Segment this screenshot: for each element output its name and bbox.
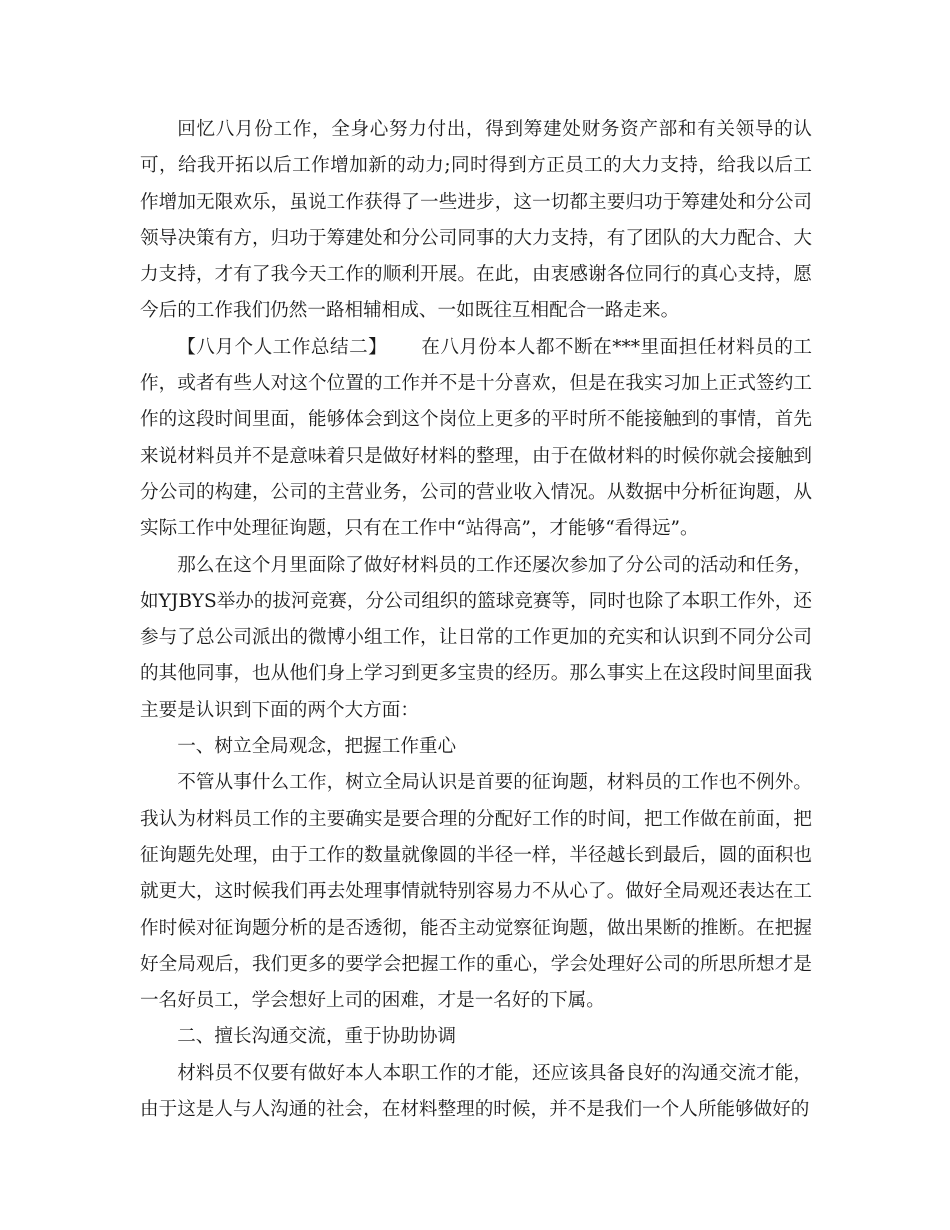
paragraph-overall-view: 不管从事什么工作，树立全局认识是首要的征询题，材料员的工作也不例外。我认为材料员工作的主要确实是要合理的分配好工作的时间，把工作做在前面，把征询题先处理，由于工作的数量就像圆的半径一样，半径越长到最后，圆的面积也就更大，这时候我们再去处理事情就特别容易力不从心了。做好全局观还表达在工作时候对征询题分析的是否透彻，能否主动觉察征询题，做出果断的推断。在把握好全局观后，我们更多的要学会把握工作的重心，学会处理好公司的所思所想才是一名好员工，学会想好上司的困难，才是一名好的下属。 xyxy=(140,772,812,1012)
document-page xyxy=(140,112,812,1128)
paragraph-activities: 那么在这个月里面除了做好材料员的工作还屡次参加了分公司的活动和任务，如YJBYS举办的拔河竞赛，分公司组织的篮球竞赛等，同时也除了本职工作外，还参与了总公司派出的微博小组工作，让日常的工作更加的充实和认识到不同分公司的其他同事，也从他们身上学习到更多宝贵的经历。那么事实上在这段时间里面我主要是认识到下面的两个大方面： xyxy=(140,554,812,721)
paragraph-recall-august: 回忆八月份工作，全身心努力付出，得到筹建处财务资产部和有关领导的认可，给我开拓以后工作增加新的动力;同时得到方正员工的大力支持，给我以后工作增加无限欢乐，虽说工作获得了一些进步，这一切都主要归功于筹建处和分公司领导决策有方，归功于筹建处和分公司同事的大力支持，有了团队的大力配合、大力支持，才有了我今天工作的顺利开展。在此，由衷感谢各位同行的真心支持，愿今后的工作我们仍然一路相辅相成、一如既往互相配合一路走来。 xyxy=(140,119,812,322)
paragraph-communication: 材料员不仅要有做好本人本职工作的才能，还应该具备良好的沟通交流才能，由于这是人与人沟通的社会，在材料整理的时候，并不是我们一个人所能够做好的 xyxy=(140,1062,812,1121)
heading-communication: 二、擅长沟通交流，重于协助协调 xyxy=(177,1026,457,1048)
paragraph-summary-two-text: 在八月份本人都不断在***里面担任材料员的工作，或者有些人对这个位置的工作并不是十分喜欢，但是在我实习加上正式签约工作的这段时间里面，能够体会到这个岗位上更多的平时所不能接触到的事情，首先来说材料员并不是意味着只是做好材料的整理，由于在做材料的时候你就会接触到分公司的构建，公司的主营业务，公司的营业收入情况。从数据中分析征询题，从实际工作中处理征询题，只有在工作中“站得高”，才能够“看得远”。 xyxy=(140,336,812,540)
heading-overall-view: 一、树立全局观念，把握工作重心 xyxy=(177,736,457,758)
paragraph-summary-two xyxy=(140,330,812,548)
section-title: 【八月个人工作总结二】 xyxy=(177,336,388,358)
